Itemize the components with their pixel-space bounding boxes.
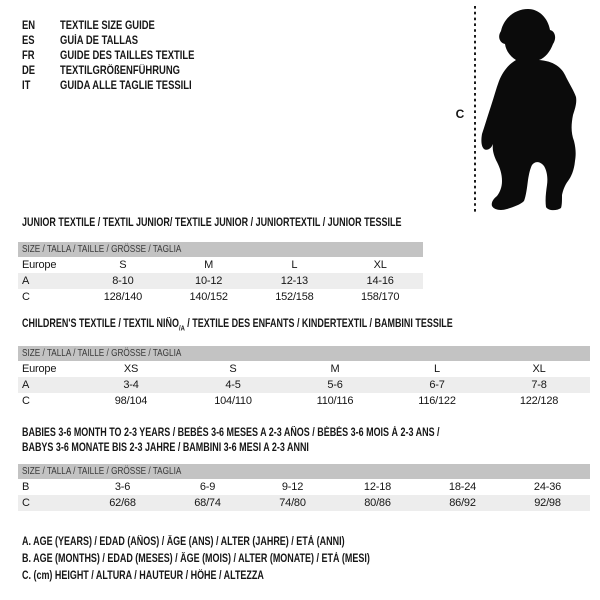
cell: 18-24 — [448, 481, 477, 493]
table-row-age — [18, 273, 423, 289]
guide-title-it: GUIDA ALLE TAGLIE TESSILI — [60, 80, 192, 92]
guide-title-de: TEXTILGRÖßENFÜHRUNG — [60, 65, 180, 77]
row-label: B — [22, 481, 30, 493]
cell: 6-9 — [199, 481, 216, 493]
cell: 12-13 — [280, 275, 308, 287]
cell: L — [291, 259, 298, 271]
cell: 68/74 — [194, 497, 221, 509]
cell: 8-10 — [112, 275, 134, 287]
language-code: DE — [22, 65, 36, 77]
language-row-it — [22, 80, 224, 95]
language-row-es — [22, 35, 224, 50]
cell: 14-16 — [366, 275, 394, 287]
cell: 3-4 — [123, 379, 139, 391]
note-age-months: B. AGE (MONTHS) / EDAD (MESES) / ÂGE (MOIS) / ALTER (MONATE) / ETÀ (MESI) — [22, 553, 370, 565]
height-dotted-line — [474, 6, 476, 212]
junior-size-table — [18, 242, 423, 305]
cell: 3-6 — [114, 481, 131, 493]
size-header-bar: SIZE / TALLA / TAILLE / GRÖSSE / TAGLIA — [18, 346, 590, 361]
row-label: A — [22, 379, 30, 391]
cell: 152/158 — [275, 291, 314, 303]
language-header — [22, 20, 224, 95]
legend-notes — [22, 536, 468, 587]
cell: M — [330, 363, 340, 375]
guide-title-fr: GUIDE DES TAILLES TEXTILE — [60, 50, 195, 62]
cell: 128/140 — [103, 291, 143, 303]
table-row-height — [18, 393, 590, 409]
cell: 4-5 — [225, 379, 241, 391]
language-row-fr — [22, 50, 224, 65]
cell: 110/116 — [316, 395, 354, 407]
cell: 92/98 — [534, 497, 561, 509]
row-label: C — [22, 291, 30, 303]
cell: 62/68 — [109, 497, 136, 509]
cell: 140/152 — [189, 291, 228, 303]
table-row-sizes — [18, 361, 590, 377]
guide-title-en: TEXTILE SIZE GUIDE — [60, 20, 155, 32]
height-measure-label: C — [455, 107, 465, 121]
cell: 5-6 — [327, 379, 343, 391]
cell: 10-12 — [195, 275, 223, 287]
cell: 12-18 — [363, 481, 392, 493]
language-code: IT — [22, 80, 31, 92]
size-header-bar: SIZE / TALLA / TAILLE / GRÖSSE / TAGLIA — [18, 464, 590, 479]
cell: 122/128 — [519, 395, 559, 407]
table-row-height — [18, 495, 590, 511]
babies-section-title-line1: BABIES 3-6 MONTH TO 2-3 YEARS / BEBÉS 3-6 MESES A 2-3 AÑOS / BÉBÉS 3-6 MOIS À 2-3 ANS / — [22, 427, 440, 439]
cell: 9-12 — [281, 481, 304, 493]
cell: 80/86 — [364, 497, 391, 509]
cell: 74/80 — [279, 497, 306, 509]
note-height-cm: C. (cm) HEIGHT / ALTURA / HAUTEUR / HÖHE / ALTEZZA — [22, 570, 264, 582]
row-label: C — [22, 497, 30, 509]
language-code: EN — [22, 20, 36, 32]
row-label: A — [22, 275, 30, 287]
children-section-title: CHILDREN'S TEXTILE / TEXTIL $NIÑO_{/A}$ / TEXTILE DES ENFANTS / KINDERTEXTIL / BAMBINI TESSILE — [22, 318, 453, 333]
guide-title-es: GUÍA DE TALLAS — [60, 35, 139, 47]
cell: S — [119, 259, 127, 271]
row-label: C — [22, 395, 30, 407]
cell: M — [204, 259, 214, 271]
note-age-years: A. AGE (YEARS) / EDAD (AÑOS) / ÂGE (ANS) / ALTER (JAHRE) / ETÀ (ANNI) — [22, 536, 345, 548]
size-header-bar: SIZE / TALLA / TAILLE / GRÖSSE / TAGLIA — [18, 242, 423, 257]
cell: 158/170 — [360, 291, 400, 303]
language-code: FR — [22, 50, 35, 62]
language-row-de — [22, 65, 224, 80]
cell: XL — [373, 259, 387, 271]
junior-section-title: JUNIOR TEXTILE / TEXTIL JUNIOR/ TEXTILE JUNIOR / JUNIORTEXTIL / JUNIOR TESSILE — [22, 217, 402, 229]
language-code: ES — [22, 35, 35, 47]
cell: 116/122 — [418, 395, 456, 407]
table-row-age-months — [18, 479, 590, 495]
height-figure — [452, 3, 600, 215]
cell: 104/110 — [214, 395, 252, 407]
cell: XS — [123, 363, 139, 375]
cell: 98/104 — [114, 395, 148, 407]
cell: 24-36 — [533, 481, 562, 493]
cell: S — [229, 363, 237, 375]
nino-a-subscript: /A — [178, 323, 185, 333]
cell: XL — [532, 363, 546, 375]
row-label: Europe — [22, 259, 57, 271]
babies-section-title-line2: BABYS 3-6 MONATE BIS 2-3 JAHRE / BAMBINI 3-6 MESI A 2-3 ANNI — [22, 442, 309, 454]
baby-silhouette-icon — [478, 3, 598, 215]
children-size-table — [18, 346, 590, 409]
cell: L — [434, 363, 440, 375]
table-row-age — [18, 377, 590, 393]
cell: 6-7 — [429, 379, 445, 391]
cell: 86/92 — [449, 497, 476, 509]
language-row-en — [22, 20, 224, 35]
row-label: Europe — [22, 363, 57, 375]
table-row-sizes — [18, 257, 423, 273]
table-row-height — [18, 289, 423, 305]
cell: 7-8 — [531, 379, 547, 391]
babies-size-table — [18, 464, 590, 511]
